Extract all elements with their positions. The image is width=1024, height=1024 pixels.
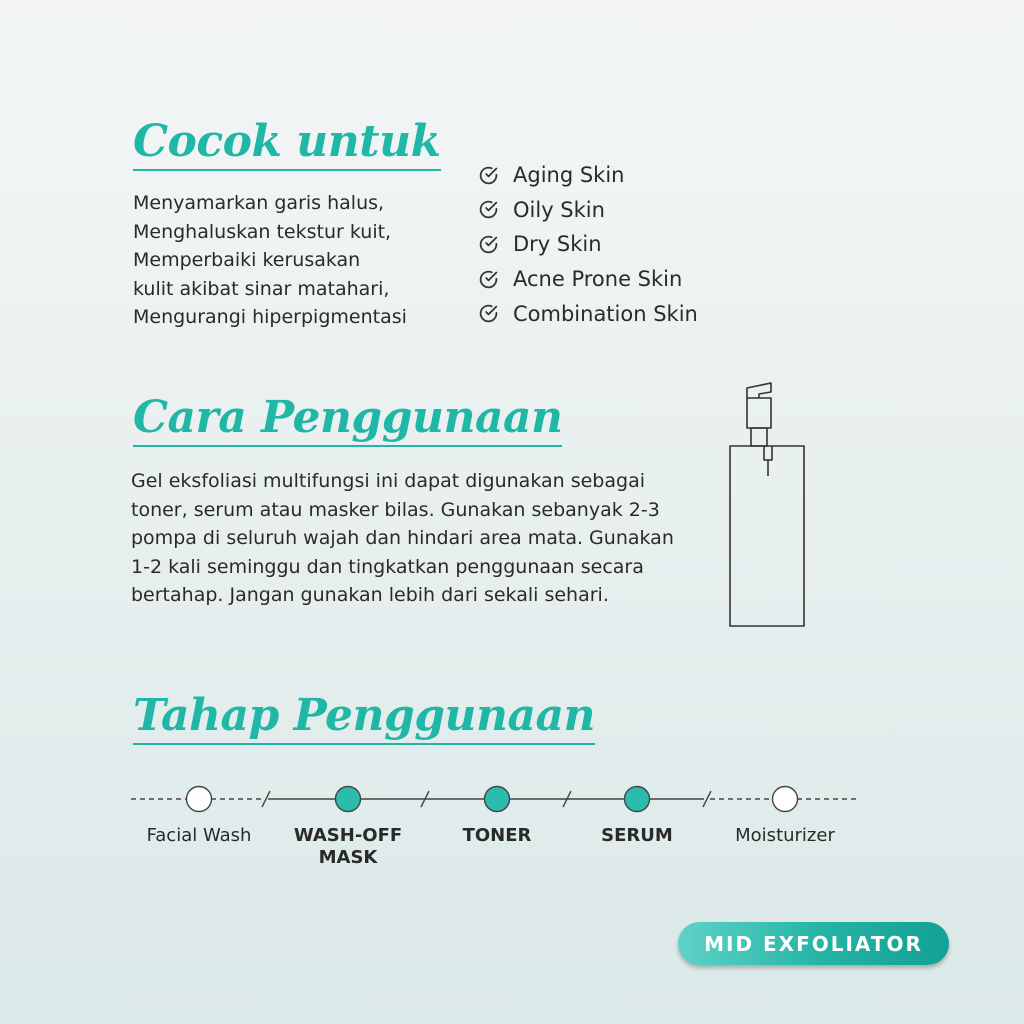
skin-type-label: Combination Skin	[513, 301, 698, 326]
benefit-line: Menghaluskan tekstur kuit,	[133, 220, 392, 243]
step-dot-active	[336, 787, 361, 812]
usage-line: 1-2 kali seminggu dan tingkatkan penggunaan secara	[131, 555, 644, 578]
skin-type-label: Dry Skin	[513, 232, 602, 257]
step-dot-active	[625, 787, 650, 812]
step-label-line: SERUM	[601, 825, 673, 846]
cara-penggunaan-heading	[133, 392, 562, 447]
step-label	[557, 825, 717, 847]
benefit-line: kulit akibat sinar matahari,	[133, 277, 390, 300]
skin-type-item	[478, 227, 698, 262]
skin-type-item	[478, 193, 698, 228]
benefit-line: Mengurangi hiperpigmentasi	[133, 306, 407, 328]
skin-type-checklist	[478, 158, 698, 331]
step-label	[268, 825, 428, 869]
check-circle-icon	[478, 199, 499, 220]
step-label-line: MASK	[318, 847, 378, 868]
skin-type-label: Acne Prone Skin	[513, 267, 683, 292]
heading-text: Cara Penggunaan	[133, 392, 562, 447]
usage-line: pompa di seluruh wajah dan hindari area mata. Gunakan	[131, 527, 674, 549]
benefits-text	[133, 189, 407, 332]
steps-track	[0, 770, 1024, 830]
usage-line: bertahap. Jangan gunakan lebih dari sekali sehari.	[131, 584, 609, 606]
product-badge: MID EXFOLIATOR	[678, 922, 949, 965]
check-circle-icon	[478, 303, 499, 324]
step-label	[417, 825, 577, 847]
cocok-untuk-heading	[133, 116, 441, 171]
step-label	[705, 825, 865, 847]
step-dot	[187, 787, 212, 812]
step-label-line: Facial Wash	[146, 825, 252, 846]
pump-bottle-icon	[729, 380, 809, 630]
step-label-line: Moisturizer	[735, 825, 835, 846]
usage-instructions	[131, 467, 701, 610]
heading-text: Cocok untuk	[133, 116, 441, 171]
usage-line: toner, serum atau masker bilas. Gunakan sebanyak 2-3	[131, 498, 660, 521]
skin-type-item	[478, 158, 698, 193]
check-circle-icon	[478, 269, 499, 290]
skin-type-label: Oily Skin	[513, 197, 605, 222]
skin-type-item	[478, 296, 698, 331]
benefit-line: Menyamarkan garis halus,	[133, 192, 385, 214]
check-circle-icon	[478, 234, 499, 255]
step-label	[119, 825, 279, 847]
skin-type-label: Aging Skin	[513, 163, 625, 188]
skin-type-item	[478, 262, 698, 297]
step-dot	[773, 787, 798, 812]
benefit-line: Memperbaiki kerusakan	[133, 249, 361, 271]
heading-text: Tahap Penggunaan	[133, 690, 595, 745]
tahap-penggunaan-heading	[133, 690, 595, 745]
usage-steps	[0, 770, 1024, 890]
usage-line: Gel eksfoliasi multifungsi ini dapat digunakan sebagai	[131, 470, 645, 492]
break-slash	[703, 791, 711, 807]
check-circle-icon	[478, 165, 499, 186]
step-label-line: WASH-OFF	[293, 825, 403, 846]
step-label-line: TONER	[462, 825, 532, 846]
step-dot-active	[485, 787, 510, 812]
